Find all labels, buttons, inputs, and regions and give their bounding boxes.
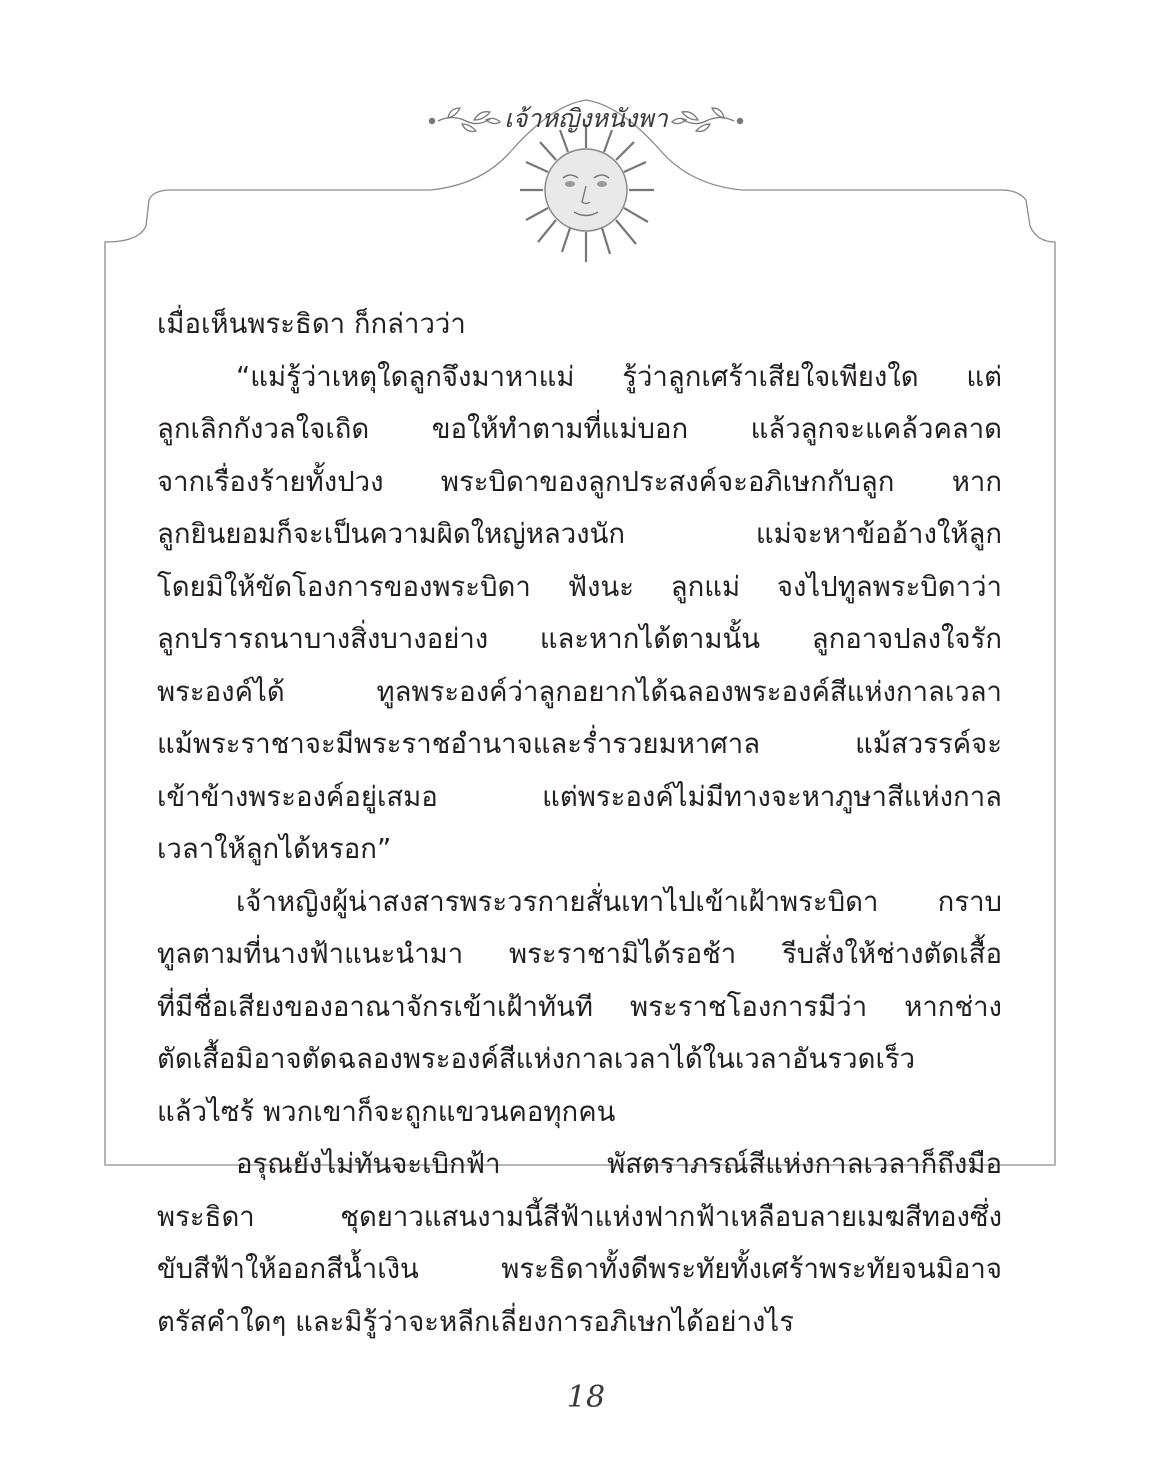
word: แม้สวรรค์จะ [855, 728, 1002, 760]
word: หากช่าง [904, 990, 1002, 1023]
word: ทูลตามที่นางฟ้าแนะนำมา [157, 938, 464, 970]
word: แต่ [966, 360, 1002, 393]
text-line [157, 298, 1002, 351]
word: กราบ [937, 885, 1002, 918]
word: พวกเขาก็จะถูกแขวนคอทุกคน [263, 1095, 616, 1128]
word: อรุณยังไม่ทันจะเบิกฟ้า [236, 1148, 501, 1180]
body-text [157, 298, 1002, 1348]
word: รู้ว่าลูกเศร้าเสียใจเพียงใด [622, 360, 919, 393]
page-number: 18 [566, 1380, 606, 1415]
word: ตรัสคำใดๆ [157, 1305, 287, 1338]
word: พระบิดาของลูกประสงค์จะอภิเษกกับลูก [440, 465, 895, 498]
word: ลูกยินยอมก็จะเป็นความผิดใหญ่หลวงนัก [157, 518, 626, 550]
text-line [157, 771, 1002, 824]
word: ฟังนะ [567, 570, 635, 603]
word: และมิรู้ว่าจะหลีกเลี่ยงการอภิเษกได้อย่างไร [295, 1305, 794, 1338]
text-line [157, 561, 1002, 614]
word: จากเรื่องร้ายทั้งปวง [157, 465, 384, 498]
text-line [157, 1086, 1002, 1139]
text-line [157, 1296, 1002, 1349]
word: พระธิดา [157, 1200, 255, 1233]
word: พระราชามิได้รอช้า [509, 938, 737, 970]
text-line [157, 718, 1002, 771]
text-line [157, 1033, 1002, 1086]
word: ชุดยาวแสนงามนี้สีฟ้าแห่งฟากฟ้าเหลือบลายเมฆสีทองซึ่ง [340, 1200, 1002, 1233]
word: เจ้าหญิงผู้น่าสงสารพระวรกายสั่นเทาไปเข้าเฝ้าพระบิดา [236, 885, 879, 918]
word: หาก [951, 465, 1002, 498]
running-header-title: เจ้าหญิงหนังพา [504, 104, 668, 133]
paragraph [157, 351, 1002, 876]
paragraph [157, 876, 1002, 1139]
word: แล้วไซร้ [157, 1095, 255, 1128]
text-line [157, 666, 1002, 719]
word: พัสตราภรณ์สีแห่งกาลเวลาก็ถึงมือ [607, 1148, 1002, 1180]
word: และหากได้ตามนั้น [539, 623, 761, 655]
word: ลูกแม่ [670, 570, 741, 603]
word: ลูกปรารถนาบางสิ่งบางอย่าง [157, 623, 489, 655]
word: ลูกอาจปลงใจรัก [811, 623, 1002, 655]
word: ทูลพระองค์ว่าลูกอยากได้ฉลองพระองค์สีแห่งกาลเวลา [376, 675, 1002, 708]
text-line [157, 981, 1002, 1034]
word: รีบสั่งให้ช่างตัดเสื้อ [782, 938, 1002, 970]
text-line [157, 1243, 1002, 1296]
word: ตัดเสื้อมิอาจตัดฉลองพระองค์สีแห่งกาลเวลาได้ในเวลาอันรวดเร็ว [157, 1043, 916, 1075]
word: จงไปทูลพระบิดาว่า [776, 570, 1002, 603]
text-line [157, 351, 1002, 404]
text-line [157, 928, 1002, 981]
word: พระธิดาทั้งดีพระทัยทั้งเศร้าพระทัยจนมิอาจ [501, 1253, 1002, 1285]
word: ลูกเลิกกังวลใจเถิด [157, 413, 370, 445]
word: เข้าข้างพระองค์อยู่เสมอ [157, 780, 438, 813]
word: “แม่รู้ว่าเหตุใดลูกจึงมาหาแม่ [236, 360, 575, 393]
sun-face-icon [520, 124, 654, 262]
word: แต่พระองค์ไม่มีทางจะหาภูษาสีแห่งกาล [542, 780, 1002, 813]
text-line [157, 1191, 1002, 1244]
text-line [157, 823, 1002, 876]
word: ที่มีชื่อเสียงของอาณาจักรเข้าเฝ้าทันที [157, 990, 593, 1023]
word: เมื่อเห็นพระธิดา [157, 308, 346, 340]
word: พระราชโองการมีว่า [630, 990, 868, 1023]
word: แม้พระราชาจะมีพระราชอำนาจและร่ำรวยมหาศาล [157, 728, 761, 760]
word: แม่จะหาข้ออ้างให้ลูก [755, 518, 1002, 550]
text-line [157, 876, 1002, 929]
word: ก็กล่าวว่า [353, 308, 466, 340]
text-line [157, 508, 1002, 561]
word: ขับสีฟ้าให้ออกสีน้ำเงิน [157, 1253, 419, 1285]
paragraph [157, 1138, 1002, 1348]
text-line [157, 456, 1002, 509]
text-line [157, 613, 1002, 666]
word: พระองค์ได้ [157, 675, 285, 708]
word: โดยมิให้ขัดโองการของพระบิดา [157, 570, 531, 603]
text-line [157, 403, 1002, 456]
text-line [157, 1138, 1002, 1191]
word: ขอให้ทำตามที่แม่บอก [431, 413, 689, 445]
word: แล้วลูกจะแคล้วคลาด [750, 413, 1002, 445]
paragraph [157, 298, 1002, 351]
word: เวลาให้ลูกได้หรอก” [157, 833, 392, 865]
